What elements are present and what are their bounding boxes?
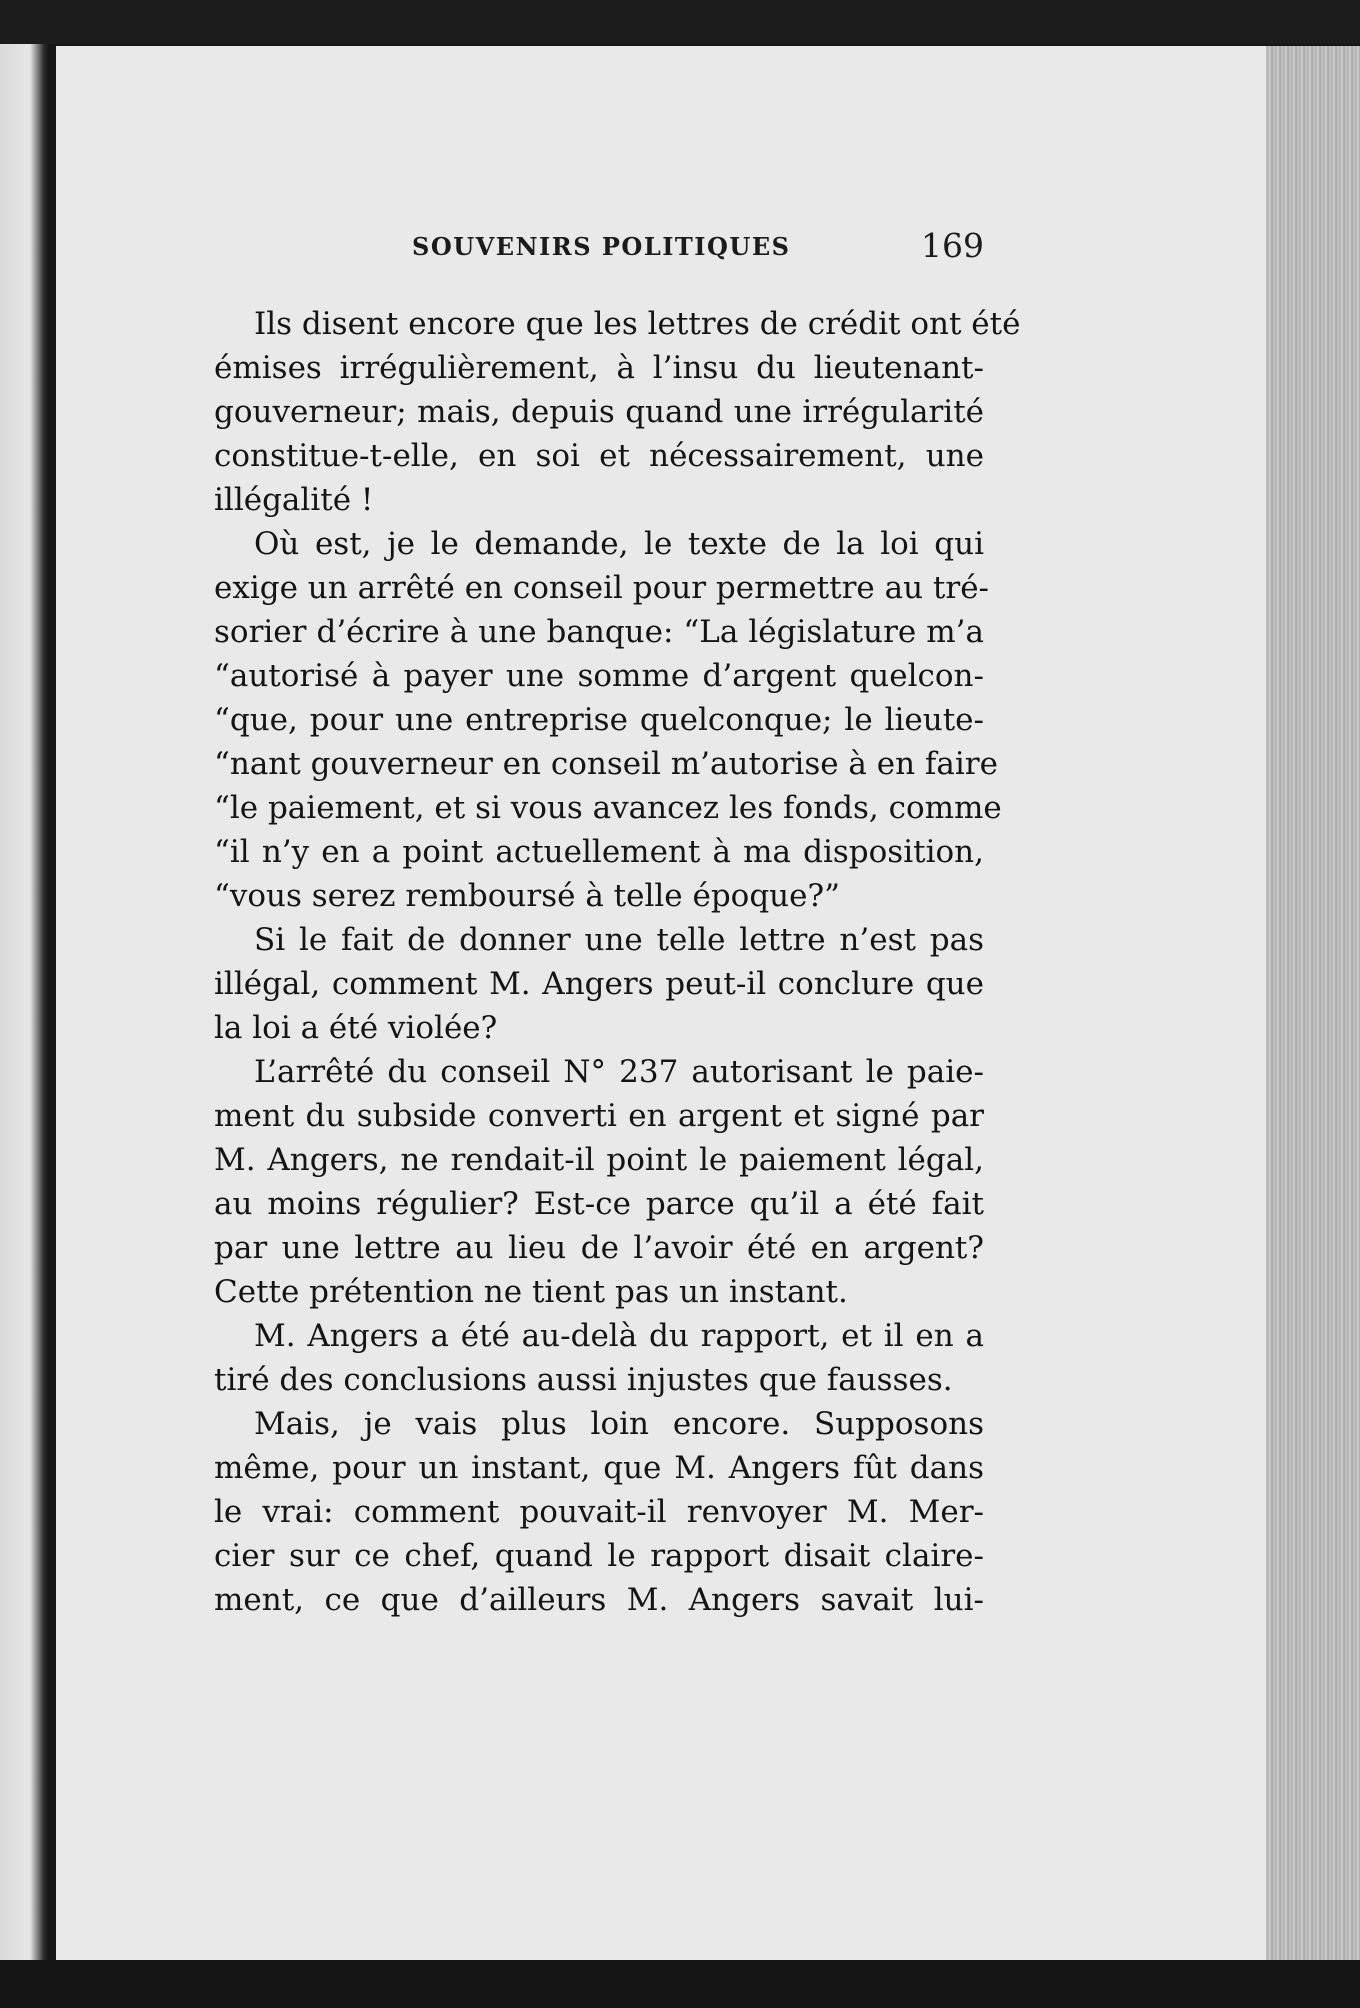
text-line: la loi a été violée? (214, 1010, 498, 1046)
text-line: exige un arrêté en conseil pour permettre au tré- (214, 570, 990, 606)
text-line: Mais, je vais plus loin encore. Supposons (254, 1406, 984, 1442)
text-line: même, pour un instant, que M. Angers fût dans (214, 1450, 984, 1486)
text-line: L’arrêté du conseil N° 237 autorisant le paie- (254, 1054, 984, 1090)
text-line: par une lettre au lieu de l’avoir été en argent? (214, 1230, 984, 1266)
text-line: gouverneur; mais, depuis quand une irrégularité (214, 394, 984, 430)
text-line: ment du subside converti en argent et signé par (214, 1098, 984, 1134)
text-line: “que, pour une entreprise quelconque; le lieute- (214, 702, 984, 738)
text-line: au moins régulier? Est-ce parce qu’il a été fait (214, 1186, 984, 1222)
text-line: “il n’y en a point actuellement à ma disposition, (214, 834, 984, 870)
text-line: illégal, comment M. Angers peut-il conclure que (214, 966, 984, 1002)
running-head (214, 226, 984, 266)
text-line: Où est, je le demande, le texte de la loi qui (254, 526, 984, 562)
page-number: 169 (921, 226, 984, 265)
text-line: le vrai: comment pouvait-il renvoyer M. Mer- (214, 1494, 984, 1530)
text-line: illégalité ! (214, 482, 374, 518)
text-line: Ils disent encore que les lettres de crédit ont été (254, 306, 1021, 342)
text-line: émises irrégulièrement, à l’insu du lieutenant- (214, 350, 984, 386)
text-line: “autorisé à payer une somme d’argent quelcon- (214, 658, 984, 694)
text-line: M. Angers a été au-delà du rapport, et il en a (254, 1318, 984, 1354)
body-text (214, 302, 1021, 1622)
text-line: M. Angers, ne rendait-il point le paiement légal, (214, 1142, 984, 1178)
text-line: ment, ce que d’ailleurs M. Angers savait lui- (214, 1582, 984, 1618)
running-title: SOUVENIRS POLITIQUES (412, 232, 791, 261)
text-line: “nant gouverneur en conseil m’autorise à en faire (214, 746, 998, 782)
page-edges (1266, 46, 1360, 1960)
text-line: sorier d’écrire à une banque: “La législature m’a (214, 614, 984, 650)
text-line: tiré des conclusions aussi injustes que fausses. (214, 1362, 953, 1398)
text-line: Si le fait de donner une telle lettre n’est pas (254, 922, 984, 958)
text-line: cier sur ce chef, quand le rapport disait claire- (214, 1538, 984, 1574)
scan-top-border (0, 0, 1360, 44)
text-line: Cette prétention ne tient pas un instant. (214, 1274, 848, 1310)
text-line: constitue-t-elle, en soi et nécessairement, une (214, 438, 984, 474)
scan-bottom-border (0, 1960, 1360, 2008)
text-line: “vous serez remboursé à telle époque?” (214, 878, 840, 914)
text-line: “le paiement, et si vous avancez les fonds, comme (214, 790, 1002, 826)
binding-shadow (0, 44, 48, 1960)
